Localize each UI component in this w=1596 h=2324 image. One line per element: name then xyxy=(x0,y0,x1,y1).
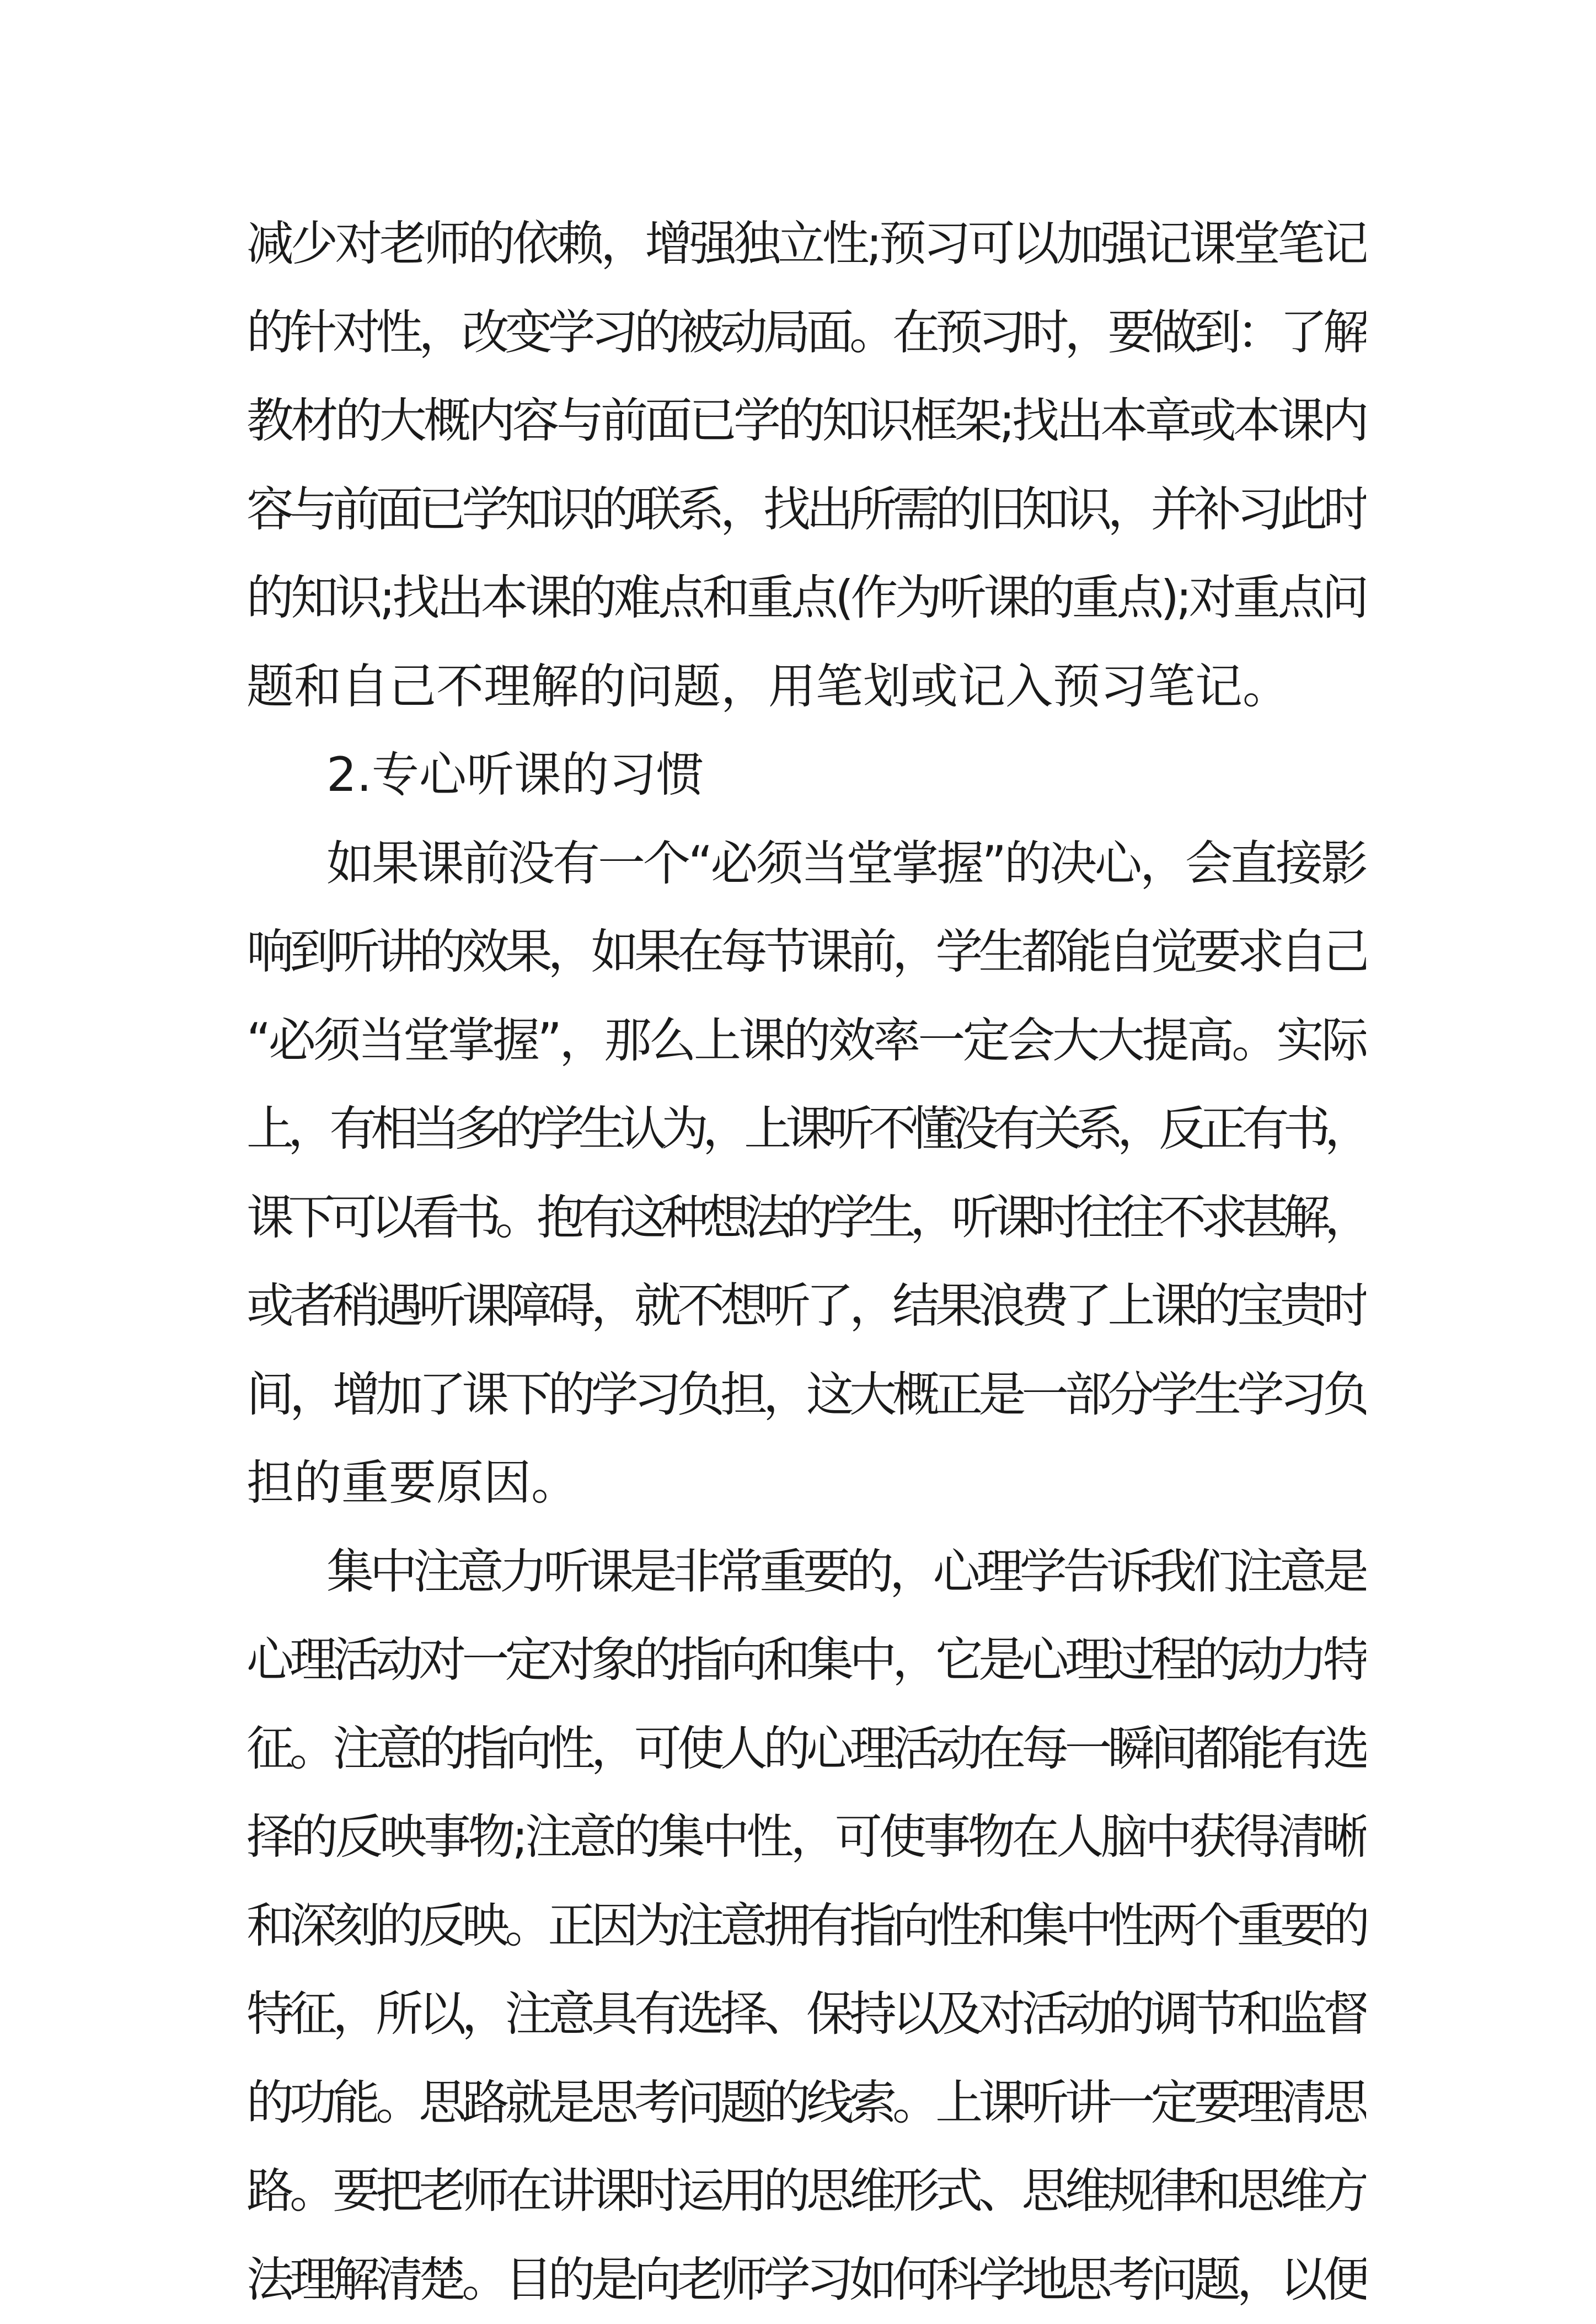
text-line: 上，有相当多的学生认为，上课听不懂没有关系，反正有书， xyxy=(247,1085,1366,1174)
text-line: 容与前面已学知识的联系，找出所需的旧知识，并补习此时 xyxy=(247,465,1366,554)
text-line: 课下可以看书。抱有这种想法的学生，听课时往往不求甚解， xyxy=(247,1174,1366,1262)
text-line: 或者稍遇听课障碍，就不想听了，结果浪费了上课的宝贵时 xyxy=(247,1262,1366,1351)
text-line: 择的反映事物;注意的集中性，可使事物在人脑中获得清晰 xyxy=(247,1793,1366,1882)
text-line: 特征，所以，注意具有选择、保持以及对活动的调节和监督 xyxy=(247,1970,1366,2059)
text-line: 法理解清楚。目的是向老师学习如何科学地思考问题，以便 xyxy=(247,2236,1366,2324)
text-line: 担的重要原因。 xyxy=(247,1439,1366,1528)
text-line: 路。要把老师在讲课时运用的思维形式、思维规律和思维方 xyxy=(247,2147,1366,2236)
text-line: 和深刻的反映。正因为注意拥有指向性和集中性两个重要的 xyxy=(247,1882,1366,1970)
text-line: 的知识;找出本课的难点和重点(作为听课的重点);对重点问 xyxy=(247,554,1366,642)
text-line: 征。注意的指向性，可使人的心理活动在每一瞬间都能有选 xyxy=(247,1705,1366,1793)
text-line: 减少对老师的依赖，增强独立性;预习可以加强记课堂笔记 xyxy=(247,200,1366,288)
body-text xyxy=(247,200,1366,2324)
text-line: 的功能。思路就是思考问题的线索。上课听讲一定要理清思 xyxy=(247,2059,1366,2148)
paragraph-first-line: 如果课前没有一个“必须当堂掌握”的决心，会直接影 xyxy=(247,820,1366,908)
text-line: 间，增加了课下的学习负担，这大概正是一部分学生学习负 xyxy=(247,1351,1366,1439)
text-line: 的针对性，改变学习的被动局面。在预习时，要做到：了解 xyxy=(247,288,1366,377)
text-line: 响到听讲的效果，如果在每节课前，学生都能自觉要求自己 xyxy=(247,908,1366,997)
text-line: 教材的大概内容与前面已学的知识框架;找出本章或本课内 xyxy=(247,377,1366,465)
paragraph-first-line: 集中注意力听课是非常重要的，心理学告诉我们注意是 xyxy=(247,1528,1366,1616)
text-line: “必须当堂掌握”，那么上课的效率一定会大大提高。实际 xyxy=(247,997,1366,1085)
text-line: 题和自己不理解的问题，用笔划或记入预习笔记。 xyxy=(247,642,1366,731)
text-line: 心理活动对一定对象的指向和集中，它是心理过程的动力特 xyxy=(247,1616,1366,1705)
section-heading: 2.专心听课的习惯 xyxy=(247,731,1366,820)
